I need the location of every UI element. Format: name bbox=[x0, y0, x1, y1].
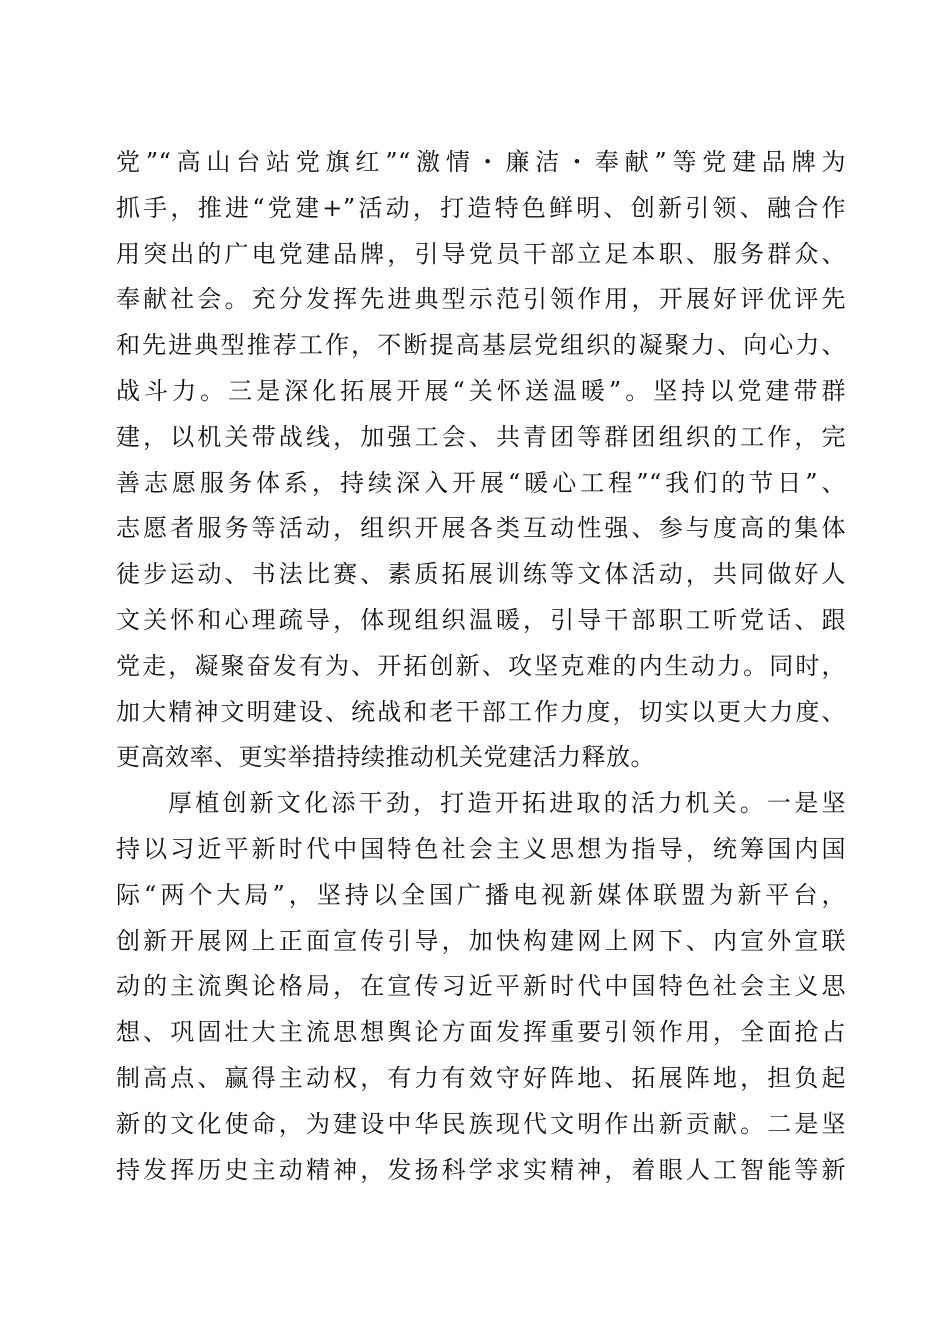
text-line: 加大精神文明建设、统战和老干部工作力度，切实以更大力度、 bbox=[116, 697, 846, 726]
body-text bbox=[116, 140, 846, 1193]
text-line: 持发挥历史主动精神，发扬科学求实精神，着眼人工智能等新 bbox=[116, 1155, 846, 1184]
text-line: 党”“高山台站党旗红”“激情・廉洁・奉献”等党建品牌为 bbox=[116, 148, 846, 176]
text-line: 创新开展网上正面宣传引导，加快构建网上网下、内宣外宣联 bbox=[116, 926, 846, 955]
text-line: 战斗力。三是深化拓展开展“关怀送温暖”。坚持以党建带群 bbox=[116, 376, 846, 405]
text-line: 际“两个大局”，坚持以全国广播电视新媒体联盟为新平台， bbox=[116, 880, 846, 909]
text-line: 善志愿服务体系，持续深入开展“暖心工程”“我们的节日”、 bbox=[116, 468, 846, 497]
text-line: 想、巩固壮大主流思想舆论方面发挥重要引领作用，全面抢占 bbox=[116, 1018, 846, 1047]
text-line: 徒步运动、书法比赛、素质拓展训练等文体活动，共同做好人 bbox=[116, 560, 846, 589]
paragraph-start-line: 厚植创新文化添干劲，打造开拓进取的活力机关。一是坚 bbox=[168, 789, 846, 818]
text-line: 新的文化使命，为建设中华民族现代文明作出新贡献。二是坚 bbox=[116, 1109, 846, 1138]
text-line: 志愿者服务等活动，组织开展各类互动性强、参与度高的集体 bbox=[116, 514, 846, 543]
paragraph-end-line: 更高效率、更实举措持续推动机关党建活力释放。 bbox=[116, 743, 655, 772]
text-line: 建，以机关带战线，加强工会、共青团等群团组织的工作，完 bbox=[116, 422, 846, 451]
text-line: 抓手，推进“党建+”活动，打造特色鲜明、创新引领、融合作 bbox=[116, 193, 846, 222]
text-line: 用突出的广电党建品牌，引导党员干部立足本职、服务群众、 bbox=[116, 239, 846, 268]
text-line: 和先进典型推荐工作，不断提高基层党组织的凝聚力、向心力、 bbox=[116, 331, 846, 360]
text-line: 奉献社会。充分发挥先进典型示范引领作用，开展好评优评先 bbox=[116, 285, 846, 314]
text-line: 制高点、赢得主动权，有力有效守好阵地、拓展阵地，担负起 bbox=[116, 1063, 846, 1092]
text-line: 党走，凝聚奋发有为、开拓创新、攻坚克难的内生动力。同时， bbox=[116, 651, 846, 680]
text-line: 动的主流舆论格局，在宣传习近平新时代中国特色社会主义思 bbox=[116, 972, 846, 1001]
text-line: 文关怀和心理疏导，体现组织温暖，引导干部职工听党话、跟 bbox=[116, 605, 846, 634]
text-line: 持以习近平新时代中国特色社会主义思想为指导，统筹国内国 bbox=[116, 834, 846, 863]
